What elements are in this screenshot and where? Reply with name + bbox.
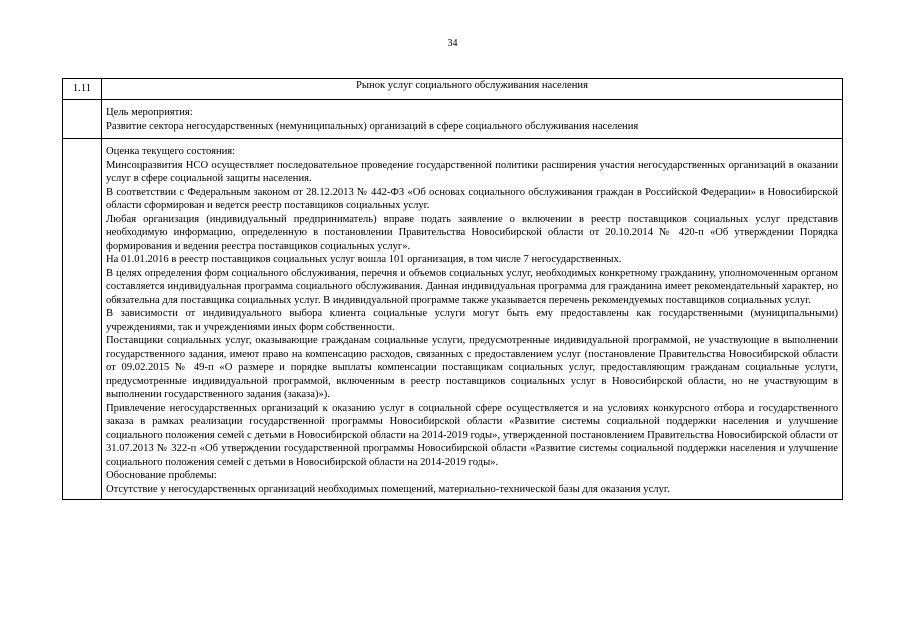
empty-number-cell [63,139,102,500]
assessment-paragraph: Поставщики социальных услуг, оказывающие гражданам социальные услуги, предусмотренные индивидуальной программой, не участвующие в выполнении государственного задания, имеют право на компенсацию расходов, связанных с предоставлением услуг (постановление Правительства Новосибирской области от 09.02.2015 № 49-п «О размере и порядке выплаты компенсации поставщикам социальных услуг, предоставляющим гражданам социальные услуги, предусмотренные индивидуальной программой, включенным в реестр поставщиков социальных услуг в Новосибирской области, но не участвующим в выполнении государственного задания (заказа)»). [106,335,838,400]
goal-label: Цель мероприятия: [106,107,193,118]
goal-text: Развитие сектора негосударственных (немуниципальных) организаций в сфере социального обслуживания населения [106,120,639,132]
assessment-paragraph: Привлечение негосударственных организаций к оказанию услуг в социальной сфере осуществляется и на условиях конкурсного отбора и государственного заказа в рамках реализации государственной программы Новосибирской области «Развитие системы социальной поддержки населения и улучшение социального положения семей с детьми в Новосибирской области на 2014-2019 годы», утвержденной постановлением Правительства Новосибирской области от 31.07.2013 № 322-п «Об утверждении государственной программы Новосибирской области «Развитие системы социальной поддержки населения и улучшение социального положения семей с детьми в Новосибирской области на 2014-2019 годы». [106,402,838,468]
table-row-header [63,79,843,100]
assessment-paragraph: Любая организация (индивидуальный предприниматель) вправе подать заявление о включении в реестр поставщиков социальных услуг представив необходимую информацию, определенную в постановлении Правительства Новосибирской области от 20.10.2014 № 420-п «Об утверждении Порядка формирования и ведения реестра поставщиков социальных услуг». [106,213,838,252]
problem-label: Обоснование проблемы: [106,470,217,481]
goal-cell [102,100,843,139]
assessment-cell [102,139,843,500]
empty-number-cell [63,100,102,139]
assessment-paragraph: На 01.01.2016 в реестр поставщиков социальных услуг вошла 101 организация, в том числе 7 негосударственных. [106,254,622,265]
assessment-paragraph: В соответствии с Федеральным законом от 28.12.2013 № 442-ФЗ «Об основах социального обслуживания граждан в Российской Федерации» в Новосибирской области сформирован и ведется реестр поставщиков социальных услуг. [106,186,838,211]
table-row-assessment [63,139,843,500]
assessment-label: Оценка текущего состояния: [106,146,236,157]
assessment-paragraph: В зависимости от индивидуального выбора клиента социальные услуги могут быть ему предоставлены как государственными (муниципальными) учреждениями, так и учреждениями иных форм собственности. [106,308,838,333]
problem-text: Отсутствие у негосударственных организаций необходимых помещений, материально-технической базы для оказания услуг. [106,483,670,495]
table-row-goal [63,100,843,139]
page-number: 34 [447,38,458,49]
assessment-paragraph: Минсоцразвития НСО осуществляет последовательное проведение государственной политики расширения участия негосударственных организаций в оказании услуг в сфере социальной защиты населения. [106,159,838,184]
measures-table [62,78,843,500]
row-number: 1.11 [63,79,102,100]
row-title: Рынок услуг социального обслуживания населения [102,79,843,100]
assessment-paragraph: В целях определения форм социального обслуживания, перечня и объемов социальных услуг, необходимых конкретному гражданину, уполномоченным органом составляется индивидуальная программа социального обслуживания. Данная индивидуальная программа для гражданина имеет рекомендательный характер, но обязательна для поставщика социальных услуг. В индивидуальной программе также указывается перечень рекомендуемых поставщиков социальных услуг. [106,267,838,306]
